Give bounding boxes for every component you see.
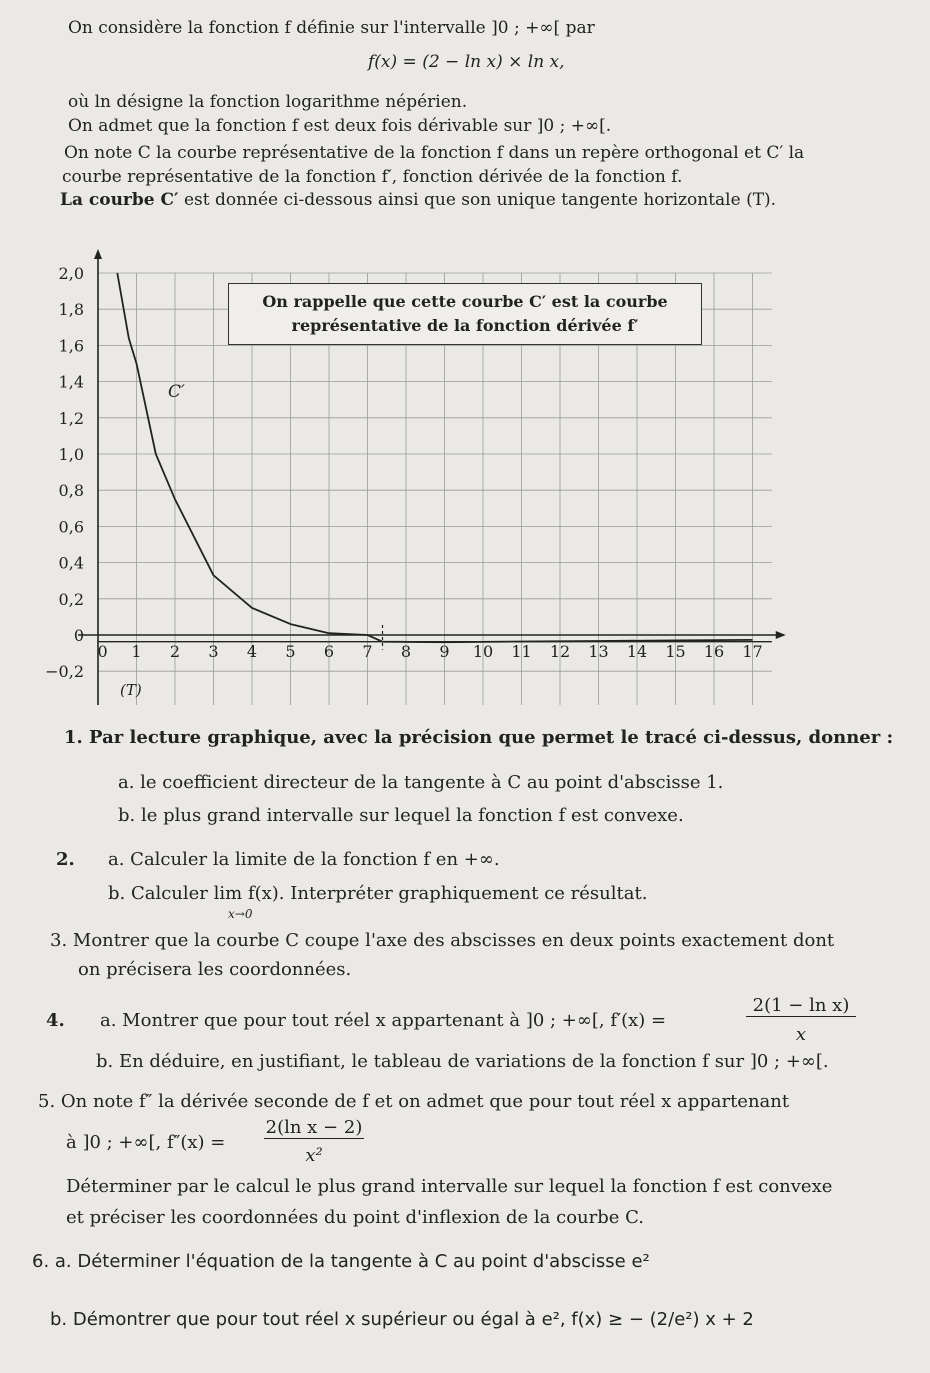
y-tick-label: 1,0 [58,445,84,464]
question-1b: b. le plus grand intervalle sur lequel la fonction f est convexe. [118,805,684,826]
x-tick-label: 1 [131,642,142,661]
y-tick-label: 1,8 [58,300,84,320]
intro-line-6-rest: est donnée ci-dessous ainsi que son unique tangente horizontale (T). [183,190,777,210]
question-2a: a. Calculer la limite de la fonction f en +∞. [108,849,500,870]
y-tick-label: 0,8 [58,481,84,501]
y-tick-label: 2,0 [58,264,84,283]
x-tick-label: 16 [703,642,725,661]
x-tick-label: 10 [472,642,494,661]
y-tick-label: 0,4 [58,553,84,573]
reminder-line-2: représentative de la fonction dérivée f′ [291,316,639,335]
question-4-number: 4. [46,1010,65,1031]
y-tick-label: 0 [73,626,84,645]
x-tick-label: 7 [362,642,373,661]
question-5b: à ]0 ; +∞[, f″(x) = [66,1132,226,1153]
question-4a-fraction-numerator: 2(1 − ln x) [746,996,856,1017]
tangent-label-t: (T) [120,681,142,699]
intro-formula: f(x) = (2 − ln x) × ln x, [368,52,565,72]
x-tick-label: 2 [169,642,181,661]
intro-line-6 [60,190,776,210]
question-4b: b. En déduire, en justifiant, le tableau de variations de la fonction f sur ]0 ; +∞[. [96,1051,829,1072]
x-tick-label: 17 [742,642,763,661]
x-tick-label: 15 [665,642,686,661]
x-tick-label: 5 [285,642,296,661]
x-tick-label: 3 [208,642,219,661]
reminder-line-1: On rappelle que cette courbe C′ est la courbe [262,292,668,311]
question-5-fraction-numerator: 2(ln x − 2) [265,1117,363,1138]
question-1: 1. Par lecture graphique, avec la précision que permet le tracé ci-dessus, donner : [64,727,894,748]
y-tick-label: 1,2 [58,408,84,428]
intro-line-3: On admet que la fonction f est deux fois dérivable sur ]0 ; +∞[. [68,116,612,136]
y-tick-label: 0,6 [58,517,84,537]
y-tick-label: 1,6 [58,336,84,356]
x-tick-label: 6 [323,642,335,661]
x-tick-label: 14 [626,642,648,661]
question-3a: 3. Montrer que la courbe C coupe l'axe des abscisses en deux points exactement dont [50,930,835,951]
question-5d: et préciser les coordonnées du point d'inflexion de la courbe C. [66,1207,644,1228]
y-axis-arrow [94,249,102,259]
x-tick-label: 13 [588,642,609,661]
question-4a-fraction-denominator: x [795,1024,807,1045]
intro-line-5: courbe représentative de la fonction f′, fonction dérivée de la fonction f. [62,167,683,187]
question-2b: b. Calculer lim f(x). Interpréter graphiquement ce résultat. [108,883,648,904]
intro-line-4: On note C la courbe représentative de la fonction f dans un repère orthogonal et C′ la [64,143,805,163]
x-tick-label: 11 [511,642,532,661]
question-6b: b. Démontrer que pour tout réel x supérieur ou égal à e², f(x) ≥ − (2/e²) x + 2 [50,1309,754,1330]
x-axis-arrow [776,631,786,639]
question-2b-limit-sub: x→0 [228,907,253,921]
y-tick-label: 1,4 [58,372,84,392]
intro-line-1: On considère la fonction f définie sur l'intervalle ]0 ; +∞[ par [68,18,595,38]
question-2-number: 2. [56,849,75,870]
intro-line-6-bold: La courbe C′ [60,190,179,210]
question-3b: on précisera les coordonnées. [78,959,352,980]
reminder-box [228,283,702,345]
x-tick-label: 8 [400,642,412,661]
question-1a: a. le coefficient directeur de la tangente à C au point d'abscisse 1. [118,772,724,793]
x-tick-label: 9 [439,642,450,661]
question-6a: 6. a. Déterminer l'équation de la tangente à C au point d'abscisse e² [32,1251,650,1272]
question-5c: Déterminer par le calcul le plus grand intervalle sur lequel la fonction f est convexe [66,1176,833,1197]
x-tick-label: 12 [549,642,571,661]
curve-label-c-prime: C′ [168,382,185,402]
x-tick-label: 4 [246,642,258,661]
question-4a: a. Montrer que pour tout réel x appartenant à ]0 ; +∞[, f′(x) = [100,1010,667,1031]
question-5-fraction-denominator: x² [305,1145,323,1166]
y-tick-label: −0,2 [45,662,84,682]
y-tick-label: 0,2 [58,589,84,609]
intro-line-2: où ln désigne la fonction logarithme népérien. [68,92,468,112]
x-tick-label: 0 [97,642,108,661]
question-5a: 5. On note f″ la dérivée seconde de f et on admet que pour tout réel x appartenant [38,1091,790,1112]
